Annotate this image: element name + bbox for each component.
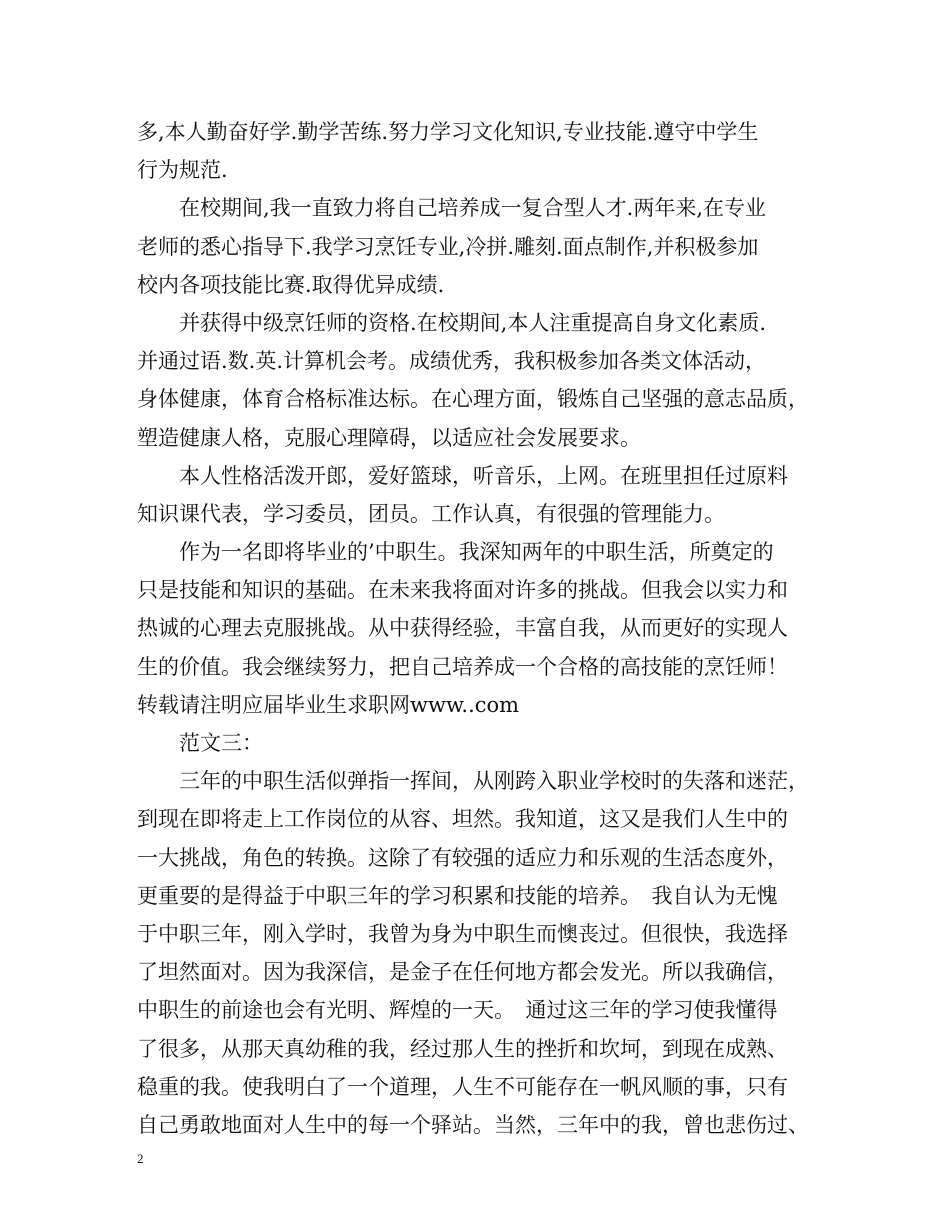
text-line: 转载请注明应届毕业生求职网www..com bbox=[137, 692, 520, 717]
text-line: 三年的中职生活似弹指一挥间，从刚跨入职业学校时的失落和迷茫， bbox=[137, 769, 809, 794]
text-line: 作为一名即将毕业的’中职生。我深知两年的中职生活，所奠定的 bbox=[137, 540, 774, 565]
text-line: 在校期间,我一直致力将自己培养成一复合型人才.两年来,在专业 bbox=[137, 196, 767, 221]
page-number: 2 bbox=[137, 1151, 144, 1166]
text-line: 了坦然面对。因为我深信，是金子在任何地方都会发光。所以我确信， bbox=[137, 960, 788, 985]
text-line: 老师的悉心指导下.我学习烹饪专业,冷拼.雕刻.面点制作,并积极参加 bbox=[137, 234, 759, 259]
text-line: 热诚的心理去克服挑战。从中获得经验，丰富自我，从而更好的实现人 bbox=[137, 616, 788, 641]
text-line: 校内各项技能比赛.取得优异成绩. bbox=[137, 272, 445, 297]
text-line: 多,本人勤奋好学.勤学苦练.努力学习文化知识,专业技能.遵守中学生 bbox=[137, 120, 759, 144]
text-line: 行为规范. bbox=[137, 158, 228, 183]
text-line: 只是技能和知识的基础。在未来我将面对许多的挑战。但我会以实力和 bbox=[137, 578, 788, 603]
text-line: 知识课代表，学习委员，团员。工作认真，有很强的管理能力。 bbox=[137, 501, 725, 526]
text-line: 范文三： bbox=[137, 731, 263, 755]
text-line: 塑造健康人格，克服心理障碍，以适应社会发展要求。 bbox=[137, 425, 641, 450]
text-line: 身体健康，体育合格标准达标。在心理方面，锻炼自己坚强的意志品质， bbox=[137, 387, 809, 412]
text-line: 生的价值。我会继续努力，把自己培养成一个合格的高技能的烹饪师！ bbox=[137, 654, 788, 679]
text-line: 并获得中级烹饪师的资格.在校期间,本人注重提高自身文化素质. bbox=[137, 310, 767, 335]
text-line: 本人性格活泼开郎，爱好篮球，听音乐，上网。在班里担任过原料 bbox=[137, 463, 788, 488]
text-line: 更重要的是得益于中职三年的学习积累和技能的培养。 我自认为无愧 bbox=[137, 883, 778, 908]
body-text bbox=[137, 113, 827, 1144]
text-line: 中职生的前途也会有光明、辉煌的一天。 通过这三年的学习使我懂得 bbox=[137, 998, 778, 1023]
text-line: 稳重的我。使我明白了一个道理，人生不可能存在一帆风顺的事，只有 bbox=[137, 1074, 788, 1099]
text-line: 并通过语.数.英.计算机会考。成绩优秀，我积极参加各类文体活动， bbox=[137, 349, 767, 374]
text-line: 于中职三年，刚入学时，我曾为身为中职生而懊丧过。但很快，我选择 bbox=[137, 921, 788, 946]
text-line: 一大挑战，角色的转换。这除了有较强的适应力和乐观的生活态度外， bbox=[137, 845, 788, 870]
text-line: 自己勇敢地面对人生中的每一个驿站。当然，三年中的我，曾也悲伤过、 bbox=[137, 1112, 809, 1137]
text-line: 了很多，从那天真幼稚的我，经过那人生的挫折和坎坷，到现在成熟、 bbox=[137, 1036, 788, 1061]
text-line: 到现在即将走上工作岗位的从容、坦然。我知道，这又是我们人生中的 bbox=[137, 807, 788, 832]
